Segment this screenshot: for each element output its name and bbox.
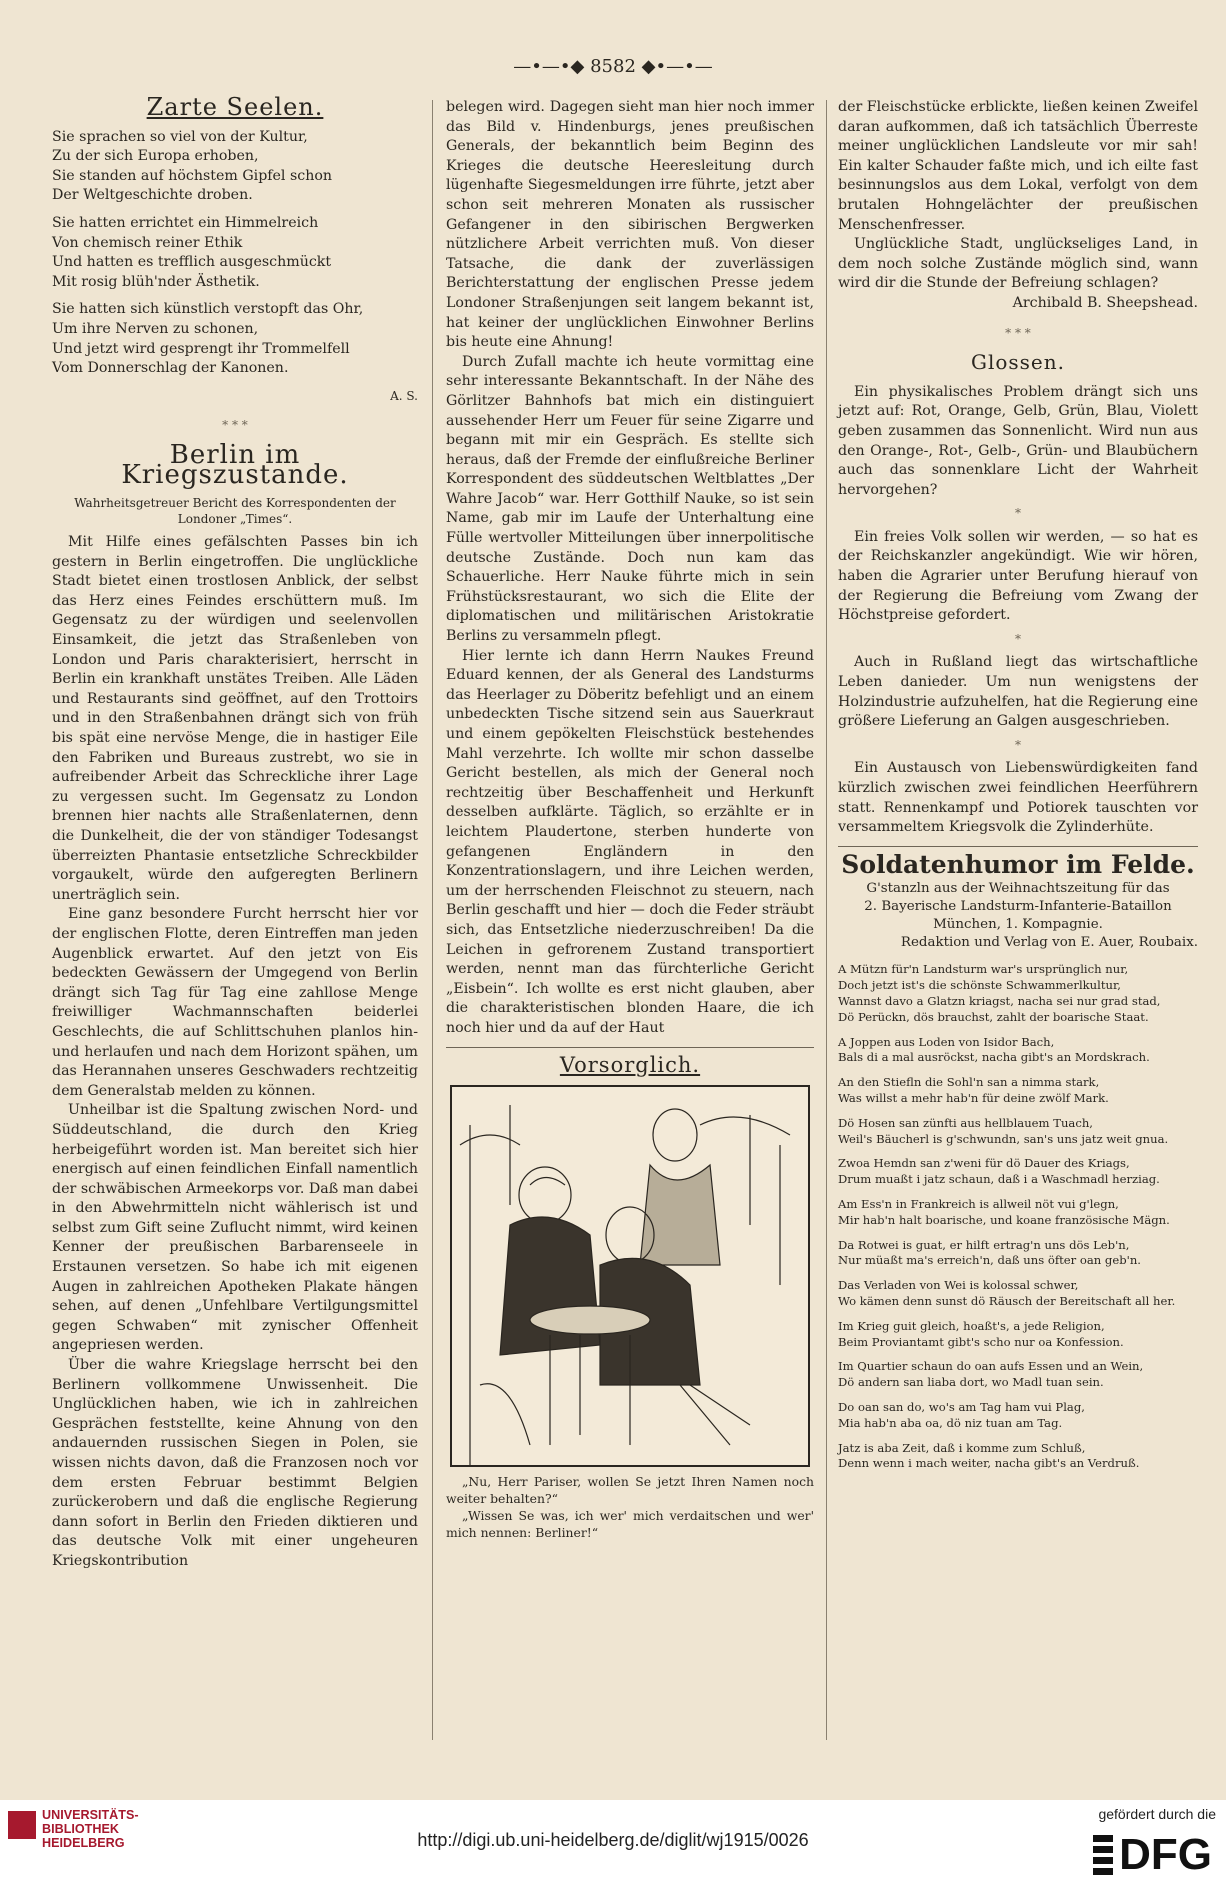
poem-stanza (52, 300, 418, 378)
section-separator: * * * (222, 418, 248, 433)
verse-line: Am Ess'n in Frankreich is allweil nöt vui g'legn, (838, 1196, 1119, 1211)
article-paragraph: Eine ganz besondere Furcht herrscht hier vor der englischen Flotte, deren Eintreffen man jeden Augenblick erwartet. Auf den jetzt von Eis bedeckten Gewässern der Umgegend von Berlin drängt sich Tag für Tag eine zahllose Menge freiwilliger Wachmannschaften beiderlei Geschlechts, die auf Schlittschuhen planlos hin- und herlaufen und nach dem Horizont spähen, um das Herannahen unseres Geschwaders rechtzeitig dem Generalstab melden zu können. (52, 906, 418, 1099)
glossen-title: Glossen. (970, 350, 1065, 375)
verse-line: Dö andern san liaba dort, wo Madl tuan sein. (838, 1375, 1104, 1390)
verse-line: Denn wenn i mach weiter, nacha gibt's an Verdruß. (838, 1456, 1140, 1471)
verse-line: Jatz is aba Zeit, daß i komme zum Schluß, (838, 1440, 1086, 1455)
verse-line: Wannst davo a Glatzn kriagst, nacha sei nur grad stad, (838, 993, 1161, 1008)
article-subtitle: Wahrheitsgetreuer Bericht des Korrespondenten der Londoner „Times“. (74, 496, 396, 527)
verse-line: Drum muaßt i jatz schaun, daß i a Waschmadl herziag. (838, 1172, 1160, 1187)
dfg-text: DFG (1119, 1830, 1212, 1879)
article-paragraph: belegen wird. Dagegen sieht man hier noch immer das Bild v. Hindenburgs, jenes preußischen Generals, der bekanntlich beim Beginn des Krieges die deutsche Heeresleitung durch lügenhafte Siegesmeldungen irre führte, jetzt aber schon seit mehreren Monaten als russischer Gefangener in den sibirischen Bergwerken nützlichere Arbeit verrichten muß. Von dieser Tatsache, die dank der zuverlässigen Berichterstattung der englischen Presse jedem Londoner Straßenjungen seit langem bekannt ist, hat keiner der unglücklichen Einwohner Berlins bis heute eine Ahnung! (446, 99, 814, 351)
dialect-verse (838, 1359, 1198, 1391)
article-paragraph: Mit Hilfe eines gefälschten Passes bin ich gestern in Berlin eingetroffen. Die unglückliche Stadt bietet einen trostlosen Anblick, der selbst das Herz eines Feindes erschüttern muß. Im Gegensatz zu der würdigen und seelenvollen Einsamkeit, die jetzt das Straßenleben von London und Paris charakterisiert, herrscht in Berlin ein krankhaft unstätes Treiben. Alle Läden und Restaurants sind geöffnet, auf den Trottoirs und in den Straßenbahnen drängt sich von früh bis spät eine nervöse Menge, die in hastiger Eile den Fabriken und Bureaus zustrebt, wo sie in aufreibender Arbeit das Schreckliche ihrer Lage zu vergessen sucht. Im Gegensatz zu London brennen hier nachts alle Straßenlaternen, denn die Dunkelheit, die der von ständiger Todesangst überreizten Phantasie entsetzliche Schreckbilder vorgaukelt, würde den aufgeregten Berlinern unerträglich sein. (52, 534, 418, 903)
divider (838, 846, 1198, 847)
dialect-verse (838, 1441, 1198, 1473)
poem-line: Und hatten es trefflich ausgeschmückt (52, 254, 332, 271)
verse-line: An den Stiefln die Sohl'n san a nimma stark, (838, 1075, 1100, 1090)
verse-line: Weil's Bäucherl is g'schwundn, san's uns jatz weit gnua. (838, 1131, 1169, 1146)
glossen-item: Ein physikalisches Problem drängt sich uns jetzt auf: Rot, Orange, Gelb, Grün, Blau, Violett geben zusammen das Sonnenlicht. Wird nun aus den Orange-, Rot-, Gelb-, Grün- und Blaubüchern auch das sonnenklare Licht der Wahrheit hervorgehen? (838, 383, 1198, 498)
poem-line: Mit rosig blüh'nder Ästhetik. (52, 273, 260, 290)
verse-line: Was willst a mehr hab'n für deine zwölf Mark. (838, 1090, 1109, 1105)
verse-line: Im Krieg guit gleich, hoaßt's, a jede Religion, (838, 1318, 1105, 1333)
dialect-verse (838, 1278, 1198, 1310)
article-title: Berlin im Kriegszustande. (121, 439, 349, 490)
dialect-verse (838, 1156, 1198, 1188)
verse-line: Dö Hosen san zünfti aus hellblauem Tuach, (838, 1115, 1093, 1130)
poem-line: Vom Donnerschlag der Kanonen. (52, 360, 289, 377)
verse-line: Beim Proviantamt gibt's scho nur oa Konfession. (838, 1334, 1124, 1349)
article-signature: Archibald B. Sheepshead. (1012, 294, 1198, 311)
soldaten-editor: Redaktion und Verlag von E. Auer, Roubaix. (900, 935, 1198, 951)
soldaten-title: Soldatenhumor im Felde. (841, 849, 1195, 879)
column-3 (838, 98, 1198, 1481)
verse-line: Nur müaßt ma's erreich'n, daß uns öfter oan geb'n. (838, 1253, 1141, 1268)
soldaten-intro (838, 880, 1198, 952)
glossen-item: Ein freies Volk sollen wir werden, — so hat es der Reichskanzler angekündigt. Wie wir hören, haben die Agrarier unter Berufung hierauf von der Regierung die Befreiung vom Zwang der Höchstpreise gefordert. (838, 528, 1198, 624)
cartoon-title: Vorsorglich. (559, 1052, 701, 1077)
dialect-verse (838, 1238, 1198, 1270)
glossen-item: Ein Austausch von Liebenswürdigkeiten fand kürzlich zwischen zwei feindlichen Heerführern statt. Rennenkampf und Potiorek tauschten vor versammeltem Kriegsvolk die Zylinderhüte. (838, 760, 1198, 836)
dfg-logo (1093, 1830, 1212, 1880)
item-separator: * (1015, 631, 1021, 646)
cartoon-caption (446, 1473, 814, 1541)
dialect-verse (838, 1319, 1198, 1351)
item-separator: * (1015, 737, 1021, 752)
poem-line: Sie hatten errichtet ein Himmelreich (52, 214, 319, 231)
verse-line: A Mützn für'n Landsturm war's ursprünglich nur, (838, 962, 1129, 977)
verse-line: Dö Perückn, dös brauchst, zahlt der boarische Staat. (838, 1009, 1149, 1024)
dialect-verse (838, 1035, 1198, 1067)
poem-line: Um ihre Nerven zu schonen, (52, 320, 259, 337)
verse-line: Da Rotwei is guat, er hilft ertrag'n uns dös Leb'n, (838, 1237, 1130, 1252)
column-rule-right (826, 100, 827, 1740)
column-1 (52, 93, 418, 1572)
column-2 (446, 98, 814, 1541)
divider (446, 1047, 814, 1048)
poem-line: Sie hatten sich künstlich verstopft das Ohr, (52, 301, 364, 318)
verse-line: Do oan san do, wo's am Tag ham vui Plag, (838, 1399, 1085, 1414)
article-paragraph: Hier lernte ich dann Herrn Naukes Freund Eduard kennen, der als General des Landsturms das Heerlager zu Döberitz befehligt und an einem unbedeckten Tische sitzend sein aus Sauerkraut und einem gepökelten Fleischstück bestehendes Mahl verzehrte. Ich wollte mir schon dasselbe Gericht bestellen, als mich der General noch rechtzeitig über Beschaffenheit und Herkunft desselben aufklärte. Täglich, so erzählte er in leichtem Plaudertone, sterben hunderte von gefangenen Engländern in den Konzentrationslagern, und ihre Leichen werden, um der herrschenden Fleischnot zu steuern, nach Berlin geschafft und hier — doch die Feder sträubt sich, das Entsetzliche niederzuschreiben! Da die Leichen in gefrorenem Zustand transportiert werden, nennt man das fürchterliche Gericht „Eisbein“. Ich wollte es erst nicht glauben, aber die charakteristischen blonden Haare, die ich noch hier und da auf der Haut (446, 647, 814, 1036)
dialect-verse (838, 1400, 1198, 1432)
poem-line: Und jetzt wird gesprengt ihr Trommelfell (52, 340, 350, 357)
cartoon-illustration (450, 1085, 810, 1467)
poem-line: Sie sprachen so viel von der Kultur, (52, 128, 308, 145)
poem-stanza (52, 214, 418, 292)
verse-line: Im Quartier schaun do oan aufs Essen und an Wein, (838, 1359, 1144, 1374)
glossen-item: Auch in Rußland liegt das wirtschaftliche Leben danieder. Um nun wenigstens der Holzindustrie aufzuhelfen, hat die Regierung eine größere Lieferung an Galgen ausgeschrieben. (838, 654, 1198, 730)
article-paragraph: der Fleischstücke erblickte, ließen keinen Zweifel daran aufkommen, daß ich tatsächlich Überreste meiner unglücklichen Landsleute vor mir sah! Ein kalter Schauder faßte mich, und ich eilte fast besinnungslos aus dem Lokal, verfolgt von dem brutalen Hohngelächter der preußischen Menschenfresser. (838, 99, 1198, 233)
dialect-verse (838, 1075, 1198, 1107)
article-paragraph: Über die wahre Kriegslage herrscht bei den Berlinern vollkommene Unwissenheit. Die Unglücklichen haben, wie ich in zahlreichen Gesprächen feststellte, keine Ahnung von den andauernden russischen Siegen in Polen, sie wissen nichts davon, daß die Franzosen noch vor dem ersten Februar bestimmt Belgien zurückerobern und daß die englische Regierung dann sofort in Berlin den Frieden diktieren und das deutsche Volk mit einer ungeheuren Kriegskontribution (52, 1357, 418, 1569)
poem (52, 128, 418, 407)
poem-line: Zu der sich Europa erhoben, (52, 148, 259, 165)
column-rule-left (432, 100, 433, 1740)
verse-line: Mir hab'n halt boarische, und koane französische Mägn. (838, 1212, 1170, 1227)
poem-stanza (52, 128, 418, 206)
intro-line: 2. Bayerische Landsturm-Infanterie-Bataillon (864, 899, 1172, 915)
intro-line: G'stanzln aus der Weihnachtszeitung für das (866, 881, 1170, 897)
dialect-verse (838, 1197, 1198, 1229)
footer-bar (0, 1800, 1226, 1893)
verse-line: Mia hab'n aba oa, dö niz tuan am Tag. (838, 1415, 1063, 1430)
verse-line: Zwoa Hemdn san z'weni für dö Dauer des Kriags, (838, 1156, 1130, 1171)
dfg-mark-icon (1093, 1835, 1113, 1875)
poem-line: Von chemisch reiner Ethik (52, 234, 243, 251)
poem-line: Der Weltgeschichte droben. (52, 187, 253, 204)
item-separator: * (1015, 506, 1021, 521)
caption-line: „Wissen Se was, ich wer' mich verdaitschen und wer' mich nennen: Berliner!“ (446, 1508, 814, 1541)
poem-signature: A. S. (390, 388, 418, 403)
verse-line: Das Verladen von Wei is kolossal schwer, (838, 1278, 1079, 1293)
verse-line: A Joppen aus Loden von Isidor Bach, (838, 1034, 1055, 1049)
caption-line: „Nu, Herr Pariser, wollen Se jetzt Ihren Namen noch weiter behalten?“ (446, 1474, 814, 1507)
section-separator: * * * (1005, 325, 1031, 340)
library-name-line: UNIVERSITÄTS- (42, 1808, 139, 1822)
source-url-link[interactable]: http://digi.ub.uni-heidelberg.de/diglit/wj1915/0026 (417, 1830, 809, 1850)
dialect-verse (838, 962, 1198, 1025)
library-name-line: HEIDELBERG (42, 1835, 125, 1850)
article-paragraph: Unglückliche Stadt, unglückseliges Land, in dem noch solche Zustände möglich sind, wann wird dir die Stunde der Befreiung schlagen? (838, 236, 1198, 292)
poem-title: Zarte Seelen. (146, 93, 324, 121)
article-paragraph: Unheilbar ist die Spaltung zwischen Nord- und Süddeutschland, die durch den Krieg herbeigeführt worden ist. Man bereitet sich hier energisch auf einen feindlichen Einfall namentlich der schwäbischen Armeekorps vor. Daß man dabei in den Abwehrmitteln nicht wählerisch ist und selbst zum Gift seine Zuflucht nimmt, wird keinen Kenner der preußischen Barbarenseele in Erstaunen versetzen. So habe ich mit eigenen Augen in zahlreichen Apotheken Plakate hängen sehen, auf denen „Unfehlbare Vertilgungsmittel gegen Schwaben“ mit zynischer Offenheit angepriesen werden. (52, 1102, 418, 1354)
library-name-line: BIBLIOTHEK (42, 1821, 119, 1836)
article-paragraph: Durch Zufall machte ich heute vormittag eine sehr interessante Bekanntschaft. In der Nähe des Görlitzer Bahnhofs bat mich ein distinguiert aussehender Herr um Feuer für seine Zigarre und begann mit mir ein Gespräch. Es stellte sich heraus, daß der Fremde der einflußreiche Berliner Korrespondent des süddeutschen Weltblattes „Der Wahre Jacob“ war. Herr Gotthilf Nauke, so ist sein Name, gab mir im Laufe der Unterhaltung eine Fülle wertvoller Mitteilungen über innerpolitische deutsche Zustände. Doch nun kam das Schauerliche. Herr Nauke führte mich in sein Frühstücksrestaurant, wo sich die Elite der diplomatischen und militärischen Aristokratie Berlins zu versammeln pflegt. (446, 353, 814, 645)
verse-line: Doch jetzt ist's die schönste Schwammerlkultur, (838, 978, 1121, 993)
intro-line: München, 1. Kompagnie. (933, 917, 1103, 933)
verse-line: Bals di a mal ausröckst, nacha gibt's an Mordskrach. (838, 1050, 1150, 1065)
page-number: —•—•◆ 8582 ◆•—•— (513, 56, 713, 77)
dialect-verse (838, 1116, 1198, 1148)
funded-by-text: gefördert durch die (1098, 1806, 1216, 1822)
verse-line: Wo kämen denn sunst dö Räusch der Bereitschaft all her. (838, 1293, 1176, 1308)
poem-line: Sie standen auf höchstem Gipfel schon (52, 167, 333, 184)
